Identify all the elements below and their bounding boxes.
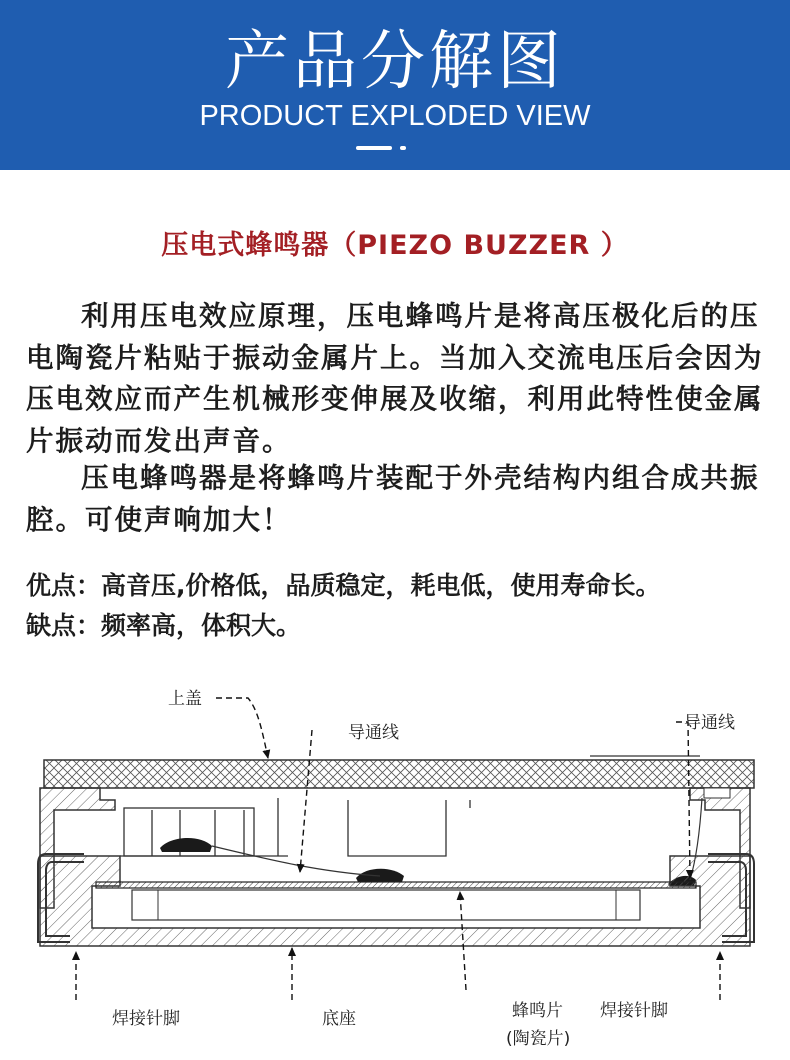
underline-dash [356, 146, 392, 150]
top-cover-part [44, 756, 754, 788]
label-lead-wire-center: 导通线 [348, 723, 399, 743]
exploded-view-diagram [0, 660, 790, 1060]
pros-text: 优点：高音压,价格低，品质稳定，耗电低，使用寿命长。 [26, 571, 661, 600]
title-underline-decoration [356, 146, 436, 151]
buzzer-disc-part [96, 882, 696, 888]
cons-text: 缺点：频率高，体积大。 [26, 611, 302, 640]
label-top-cover: 上盖 [168, 689, 202, 709]
section-title: 压电式蜂鸣器（PIEZO BUZZER ） [161, 230, 629, 261]
header-banner [0, 0, 790, 170]
description-paragraph-1: 利用压电效应原理，压电蜂鸣片是将高压极化后的压电陶瓷片粘贴于振动金属片上。当加入交流电压后会因为压电效应而产生机械形变伸展及收缩，利用此特性使金属片振动而发出声音。 [26, 300, 764, 457]
lead-wire [212, 798, 702, 880]
features-list [26, 566, 661, 646]
underline-dot [400, 146, 406, 150]
solder-blob [160, 838, 696, 886]
label-solder-pin-right: 焊接针脚 [600, 1001, 668, 1021]
page-subtitle: PRODUCT EXPLODED VIEW [199, 100, 591, 132]
base-part [40, 856, 750, 946]
page-title: 产品分解图 [225, 25, 565, 99]
label-base: 底座 [322, 1009, 356, 1029]
description-paragraph-2: 压电蜂鸣器是将蜂鸣片装配于外壳结构内组合成共振腔。可使声响加大！ [26, 462, 760, 536]
label-lead-wire-right: 导通线 [684, 713, 735, 733]
label-ceramic-disc: (陶瓷片) [506, 1029, 571, 1049]
label-solder-pin-left: 焊接针脚 [112, 1009, 180, 1029]
label-buzzer-disc: 蜂鸣片 [512, 1001, 563, 1021]
